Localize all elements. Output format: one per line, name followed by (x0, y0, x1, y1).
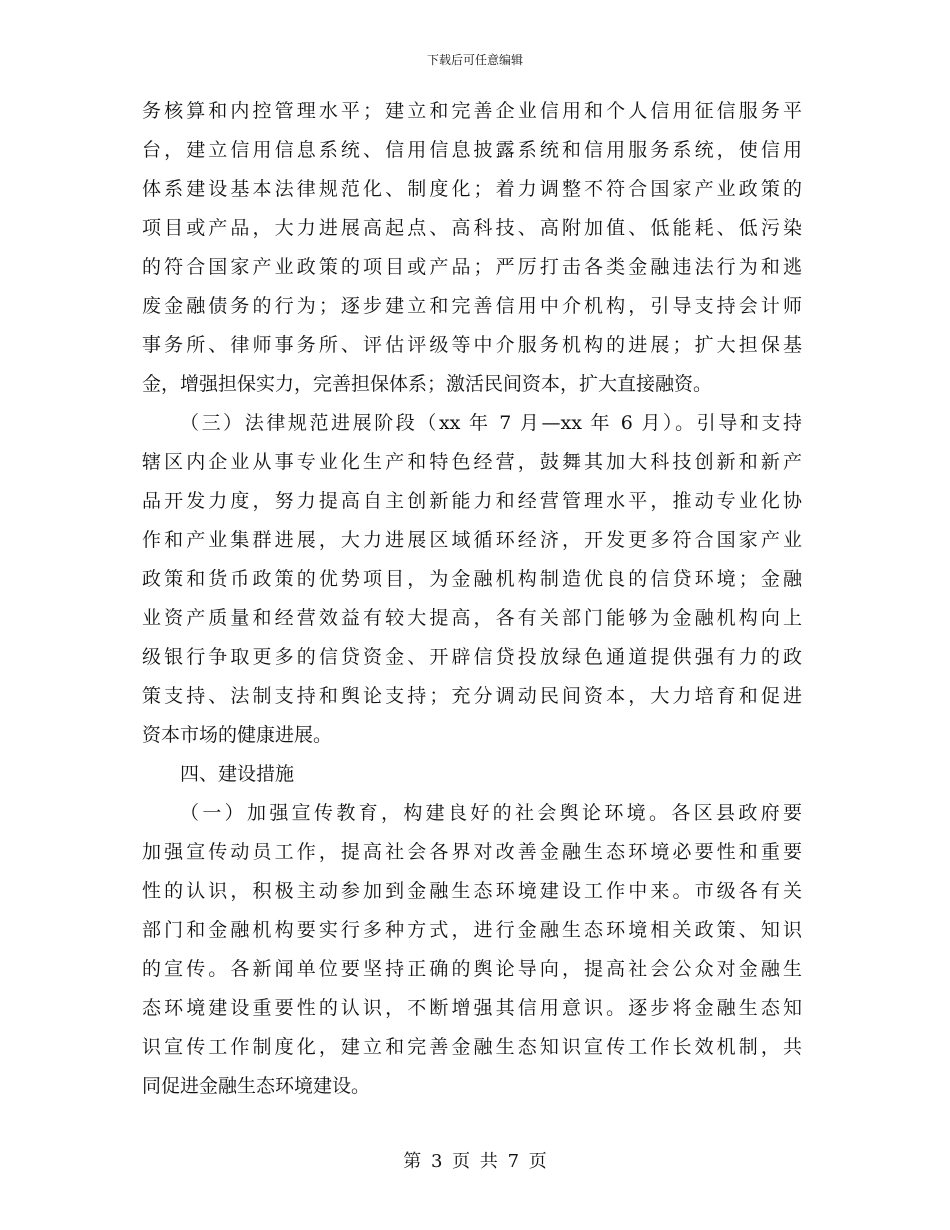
text-line: 级银行争取更多的信贷资金、开辟信贷投放绿色通道提供强有力的政 (142, 646, 802, 668)
text-line: 资本市场的健康进展。 (142, 724, 333, 746)
text-line: 作和产业集群进展，大力进展区域循环经济，开发更多符合国家产业 (142, 529, 802, 551)
text-line: 识宣传工作制度化，建立和完善金融生态知识宣传工作长效机制，共 (142, 1036, 802, 1058)
text-line: 策支持、法制支持和舆论支持；充分调动民间资本，大力培育和促进 (142, 685, 802, 707)
text-line: （三）法律规范进展阶段（xx 年 7 月—xx 年 6 月）。引导和支持 (180, 412, 802, 434)
text-line: 性的认识，积极主动参加到金融生态环境建设工作中来。市级各有关 (142, 880, 802, 902)
text-line: 政策和货币政策的优势项目，为金融机构制造优良的信贷环境；金融 (142, 568, 802, 590)
text-line: 品开发力度，努力提高自主创新能力和经营管理水平，推动专业化协 (142, 490, 802, 512)
page-header-note: 下载后可任意编辑 (426, 53, 523, 67)
text-line: 业资产质量和经营效益有较大提高，各有关部门能够为金融机构向上 (142, 607, 802, 629)
text-line: 辖区内企业从事专业化生产和特色经营，鼓舞其加大科技创新和新产 (142, 451, 802, 473)
text-line: 四、建设措施 (180, 763, 295, 785)
text-line: 金，增强担保实力，完善担保体系；激活民间资本，扩大直接融资。 (142, 373, 713, 395)
text-line: 态环境建设重要性的认识，不断增强其信用意识。逐步将金融生态知 (142, 997, 802, 1019)
text-line: 加强宣传动员工作，提高社会各界对改善金融生态环境必要性和重要 (142, 841, 802, 863)
text-line: 事务所、律师事务所、评估评级等中介服务机构的进展；扩大担保基 (142, 334, 802, 356)
page-number: 第 3 页 共 7 页 (403, 1151, 547, 1172)
text-line: （一）加强宣传教育，构建良好的社会舆论环境。各区县政府要 (180, 802, 802, 824)
document-body (142, 92, 802, 1106)
text-line: 的符合国家产业政策的项目或产品；严厉打击各类金融违法行为和逃 (142, 256, 802, 278)
text-line: 项目或产品，大力进展高起点、高科技、高附加值、低能耗、低污染 (142, 217, 802, 239)
text-line: 部门和金融机构要实行多种方式，进行金融生态环境相关政策、知识 (142, 919, 802, 941)
text-line: 务核算和内控管理水平；建立和完善企业信用和个人信用征信服务平 (142, 100, 802, 122)
text-line: 的宣传。各新闻单位要坚持正确的舆论导向，提高社会公众对金融生 (142, 958, 802, 980)
text-line: 台，建立信用信息系统、信用信息披露系统和信用服务系统，使信用 (142, 139, 802, 161)
text-line: 废金融债务的行为；逐步建立和完善信用中介机构，引导支持会计师 (142, 295, 802, 317)
text-line: 同促进金融生态环境建设。 (142, 1075, 371, 1097)
text-line: 体系建设基本法律规范化、制度化；着力调整不符合国家产业政策的 (142, 178, 802, 200)
